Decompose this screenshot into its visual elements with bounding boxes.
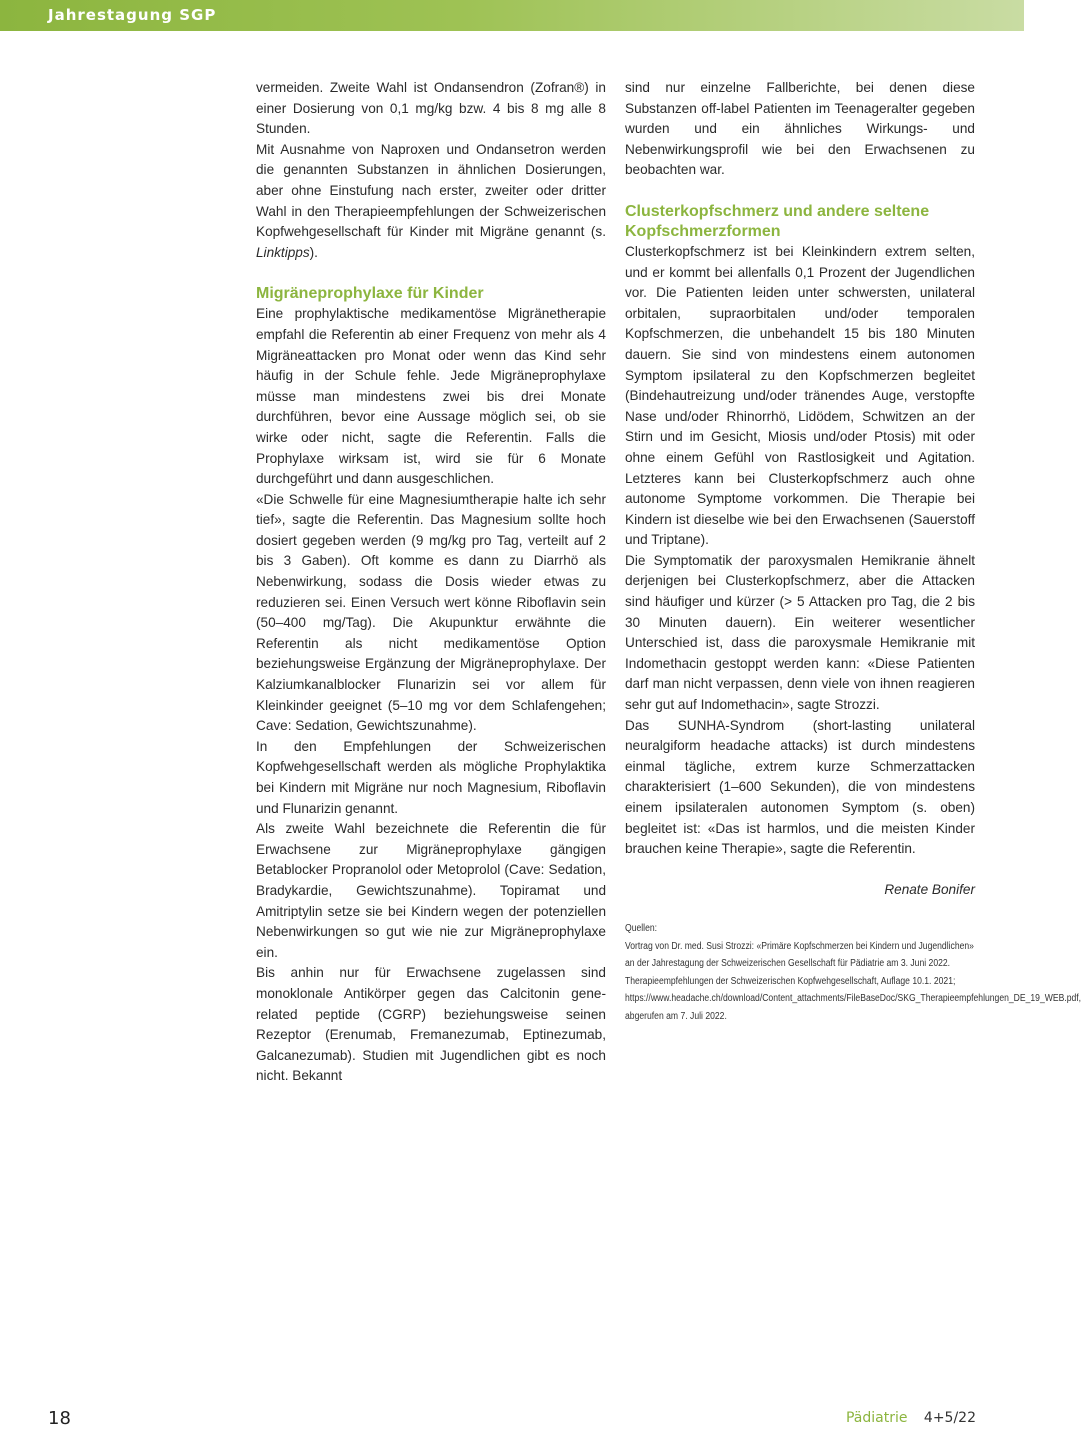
paragraph: In den Empfehlungen der Schweizerischen Kopfwehgesellschaft werden als mögliche Prophylaktika bei Kindern mit Migräne nur noch Magnesium, Riboflavin und Flunarizin genannt. — [256, 738, 606, 816]
paragraph — [256, 140, 606, 264]
section-title: Jahrestagung SGP — [48, 6, 217, 24]
page-number: 18 — [48, 1408, 71, 1429]
sources-label: Quellen: — [625, 923, 658, 935]
paragraph: «Die Schwelle für eine Magnesiumtherapie halte ich sehr tief», sagte die Referentin. Das Magnesium sollte hoch dosiert gegeben werden (9 mg/kg pro Tag, verteilt auf 2 bis 3 Gaben). Oft komme es dann zu Diarrhö als Nebenwirkung, sodass die Dosis wieder etwas zu reduzieren sei. Einen Versuch wert könne Riboflavin sein (50–400 mg/Tag). Die Akupunktur erwähnte die Referentin als nicht medikamentöse Option beziehungsweise Ergänzung der Migräneprophylaxe. Der Kalziumkanalblocker Flunarizin sei vor allem für Kleinkinder geeignet (5–10 mg vor dem Schlafengehen; Cave: Sedation, Gewichtszunahme). — [256, 491, 606, 734]
paragraph: Eine prophylaktische medikamentöse Migränetherapie empfahl die Referentin ab einer Frequenz von mehr als 4 Migräneattacken pro Monat oder wenn das Kind sehr häufig in der Schule fehle. Jede Migräneprophylaxe müsse man mindestens zwei bis drei Monate durchführen, bevor eine Aussage möglich sei, ob sie wirke oder nicht, sagte die Referentin. Falls die Prophylaxe wirksam ist, wird sie für 6 Monate durchgeführt und dann ausgeschlichen. — [256, 306, 606, 487]
paragraph-text: Mit Ausnahme von Naproxen und Ondansetron werden die genannten Substanzen in ähnlichen Dosierungen, aber ohne Einstufung nach erster, zweiter oder dritter Wahl in den Therapieempfehlungen der Schweizerischen Kopfwehgesellschaft für Kinder mit Migräne genannt (s. — [256, 141, 606, 240]
section-heading: Migräneprophylaxe für Kinder — [256, 285, 484, 303]
paragraph: Das SUNHA-Syndrom (short-lasting unilateral neuralgiform headache attacks) ist durch mindestens einmal tägliche, extrem kurze Schmerzattacken charakterisiert (1–600 Sekunden), die von mindestens einem ipsilateralen autonomen Symptom (s. oben) begleitet ist: «Das ist harmlos, und die meisten Kinder brauchen keine Therapie», sagte die Referentin. — [625, 717, 975, 857]
source-item: Vortrag von Dr. med. Susi Strozzi: «Primäre Kopfschmerzen bei Kindern und Jugendlichen» an der Jahrestagung der Schweizerischen Gesellschaft für Pädiatrie am 3. Juni 2022. — [625, 940, 974, 970]
source-item: Therapieempfehlungen der Schweizerischen Kopfwehgesellschaft, Auflage 10.1. 2021; https://www.headache.ch/download/Content_attachments/FileBaseDoc/SKG_Therapieempfehlungen_DE_19_WEB.pdf, abgerufen am 7. Juli 2022. — [625, 975, 1081, 1022]
paragraph: Die Symptomatik der paroxysmalen Hemikranie ähnelt derjenigen bei Clusterkopfschmerz, aber die Attacken sind häufiger und kürzer (> 5 Attacken pro Tag, die 2 bis 30 Minuten dauern). Ein weiterer wesentlicher Unterschied ist, dass die paroxysmale Hemikranie mit Indomethacin gestoppt werden kann: «Diese Patienten darf man nicht verpassen, denn viele von ihnen reagieren sehr gut auf Indomethacin», sagte Strozzi. — [625, 552, 975, 713]
journal-name: Pädiatrie — [845, 1410, 908, 1426]
author-name: Renate Bonifer — [884, 881, 975, 897]
journal-issue: 4+5/22 — [923, 1410, 976, 1426]
paragraph: sind nur einzelne Fallberichte, bei denen diese Substanzen off-label Patienten im Teenageralter gegeben wurden und ein ähnliches Wirkungs- und Nebenwirkungsprofil wie bei den Erwachsenen zu beobachten war. — [625, 80, 975, 178]
journal-footer — [846, 1410, 976, 1426]
paragraph: Als zweite Wahl bezeichnete die Referentin die für Erwachsene zur Migräneprophylaxe gängigen Betablocker Propranolol oder Metoprolol (Cave: Sedation, Bradykardie, Gewichtszunahme). Topiramat und Amitriptylin setze sie bei Kindern wegen der potenziellen Nebenwirkungen so gut wie nie zur Migräneprophylaxe ein. — [256, 821, 606, 960]
paragraph: Bis anhin nur für Erwachsene zugelassen sind monoklonale Antikörper gegen das Calcitonin gene-related peptide (CGRP) beziehungsweise seinen Rezeptor (Erenumab, Fremanezumab, Eptinezumab, Galcanezumab). Studien mit Jugendlichen gibt es noch nicht. Bekannt — [256, 965, 606, 1084]
paragraph: vermeiden. Zweite Wahl ist Ondansendron (Zofran®) in einer Dosierung von 0,1 mg/kg bzw. 4 bis 8 mg alle 8 Stunden. — [256, 80, 606, 137]
right-column — [625, 78, 1081, 1025]
sources-block — [625, 920, 1081, 1025]
paragraph: Clusterkopfschmerz ist bei Kleinkindern extrem selten, und er kommt bei allenfalls 0,1 Prozent der Jugendlichen vor. Die Patienten leiden unter schwersten, unilateral orbitalen, supraorbitalen und/oder temporalen Kopfschmerzen, die unbehandelt 15 bis 180 Minuten dauern. Sie sind von mindestens einem autonomen Symptom ipsilateral zu den Kopfschmerzen begleitet (Bindehautreizung und/oder tränendes Auge, verstopfte Nase und/oder Rhinorrhö, Lidödem, Schwitzen an der Stirn und im Gesicht, Miosis und/oder Ptosis) mit oder ohne einem Gefühl von Rastlosigkeit und Agitation. Letzteres kann bei Clusterkopfschmerz auch ohne autonome Symptome vorkommen. Die Therapie bei Kindern ist dieselbe wie bei den Erwachsenen (Sauerstoff und Triptane). — [625, 243, 975, 548]
paragraph-text-end: ). — [309, 244, 318, 260]
section-heading: Clusterkopfschmerz und andere seltene Kopfschmerzformen — [625, 202, 930, 240]
header-bar — [0, 0, 1024, 31]
left-column — [256, 78, 606, 1087]
linktipps-reference: Linktipps — [256, 244, 310, 260]
